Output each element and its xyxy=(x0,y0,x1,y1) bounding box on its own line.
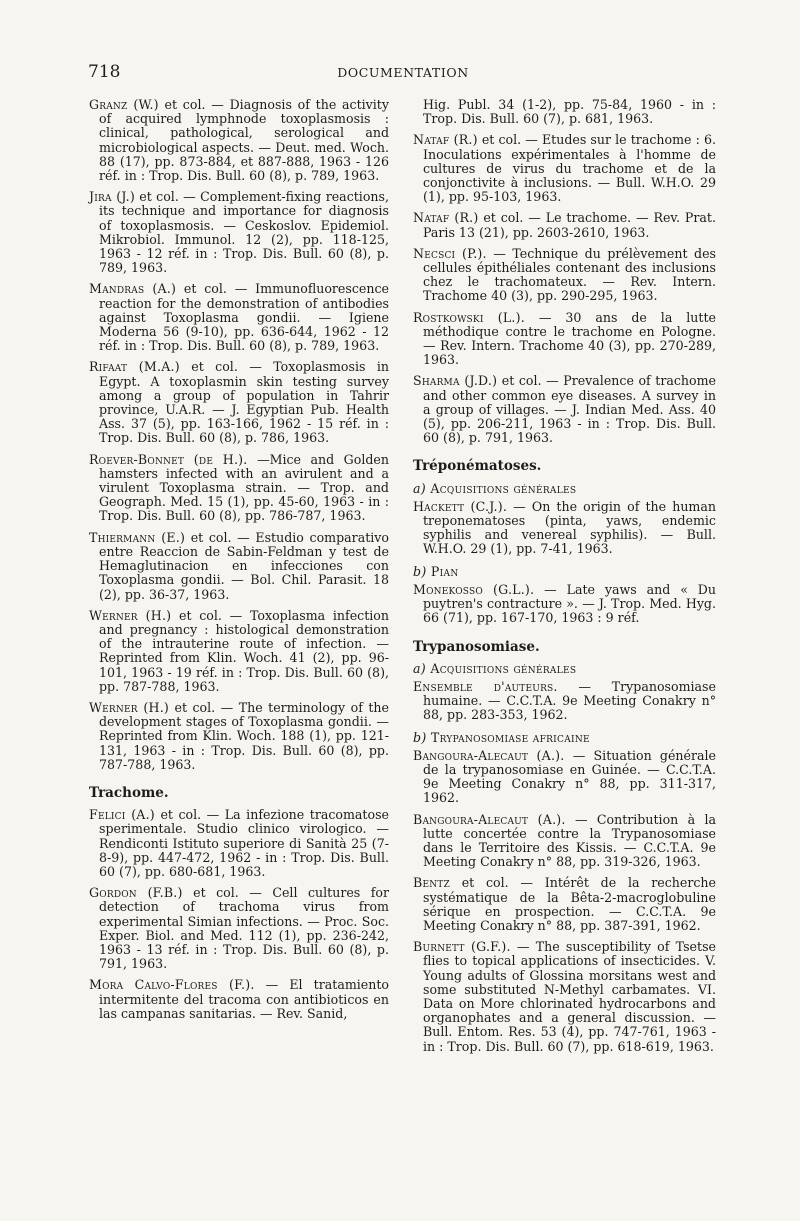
reference-text: et col. — Estudio comparativo entre Reaccion de Sabin-Feldman y test de Hemaglutinacion en infecciones con Toxoplasma gondii. — Bol. Chil. Parasit. 18 (2), pp. 36-37, 1963. xyxy=(99,529,389,602)
reference-continuation: Hig. Publ. 34 (1-2), pp. 75-84, 1960 - in : Trop. Dis. Bull. 60 (7), p. 681, 1963. xyxy=(423,97,716,127)
reference-text: — Contribution à la lutte concertée contre la Trypanosomiase dans le Territoire des Kissis. — C.C.T.A. 9e Meeting Conakry n° 88, pp. 319-326, 1963. xyxy=(423,811,716,870)
reference-entry xyxy=(413,680,716,723)
page-header xyxy=(88,62,718,86)
reference-text: et col. — Toxoplasma infection and pregnancy : histological demonstration of the intrauterine route of infection. — Reprinted from Klin. Woch. 41 (2), pp. 96-101, 1963 - 19 réf. in : Trop. Dis. Bull. 60 (8), pp. 787-788, 1963. xyxy=(99,607,389,694)
reference-entry xyxy=(89,360,389,445)
reference-entry xyxy=(413,500,716,557)
reference-entry xyxy=(413,247,716,304)
reference-author: Nataf (R.) xyxy=(413,210,479,226)
reference-text: — Late yaws and « Du puytren's contracture ». — J. Trop. Med. Hyg. 66 (71), pp. 167-170, 1963 : 9 réf. xyxy=(423,581,716,626)
reference-entry xyxy=(413,749,716,806)
reference-author: Sharma (J.D.) xyxy=(413,373,498,389)
subsection-label: Pian xyxy=(430,563,459,579)
subsection-letter: a) xyxy=(413,480,427,496)
reference-author: Burnett (G.F.). xyxy=(413,939,511,955)
reference-author: Thiermann (E.) xyxy=(89,529,186,545)
reference-text: et col. — La infezione tracomatose sperimentale. Studio clinico virologico. — Rendiconti Istituto superiore di Sanità 25 (7-8-9), pp. 447-472, 1962 - in : Trop. Dis. Bull. 60 (7), pp. 680-681, 1963. xyxy=(99,807,389,879)
reference-entry xyxy=(89,701,389,772)
reference-entry xyxy=(413,940,716,1054)
subsection-heading xyxy=(413,731,716,745)
section-title-trypanosomiase: Trypanosomiase. xyxy=(413,638,540,655)
reference-author: Mora Calvo-Flores (F.). xyxy=(89,977,255,993)
reference-author: Monekosso (G.L.). xyxy=(413,581,535,597)
reference-entry xyxy=(89,886,389,971)
reference-author: Werner (H.) xyxy=(89,699,170,715)
reference-entry xyxy=(413,133,716,204)
reference-text: et col. — Toxoplasmosis in Egypt. A toxoplasmin skin testing survey among a group of population in Tahrir province, U.A.R. — J. Egyptian Pub. Health Ass. 37 (5), pp. 163-166, 1962 - 15 réf. in : Trop. Dis. Bull. 60 (8), p. 786, 1963. xyxy=(99,359,389,446)
reference-author: Bangoura-Alecaut (A.). xyxy=(413,811,566,827)
subsection-heading xyxy=(413,662,716,676)
reference-entry xyxy=(89,531,389,602)
section-title-trachome: Trachome. xyxy=(89,784,169,801)
reference-author: Gordon (F.B.) xyxy=(89,885,183,901)
reference-author: Hackett (C.J.). xyxy=(413,498,508,514)
subsection-heading xyxy=(413,482,716,496)
reference-author: Rifaat (M.A.) xyxy=(89,359,180,375)
running-head: DOCUMENTATION xyxy=(337,65,469,80)
reference-text: — On the origin of the human treponematoses (pinta, yaws, endemic syphilis and venereal syphilis). — Bull. W.H.O. 29 (1), pp. 7-41, 1963. xyxy=(423,498,716,557)
reference-text: et col. — Etudes sur le trachome : 6. Inoculations expérimentales à l'homme de cultures de virus du trachome et de la conjonctivite à inclusions. — Bull. W.H.O. 29 (1), pp. 95-103, 1963. xyxy=(423,132,716,205)
section-title-treponematoses: Tréponématoses. xyxy=(413,458,542,475)
reference-entry xyxy=(413,311,716,368)
reference-text: — El tratamiento intermitente del tracoma con antibioticos en las campanas sanitarias. — Rev. Sanid, xyxy=(99,977,390,1021)
reference-text: et col. — Cell cultures for detection of trachoma virus from experimental Simian infections. — Proc. Soc. Exper. Biol. and Med. 112 (1), pp. 236-242, 1963 - 13 réf. in : Trop. Dis. Bull. 60 (8), p. 791, 1963. xyxy=(99,885,389,972)
reference-author: Roever-Bonnet (de H.). xyxy=(89,451,248,467)
reference-entry xyxy=(413,583,716,626)
reference-author: Mandras (A.) xyxy=(89,281,177,297)
reference-author: Jira (J.) xyxy=(89,189,135,205)
reference-text: — Trypanosomiase humaine. — C.C.T.A. 9e Meeting Conakry n° 88, pp. 283-353, 1962. xyxy=(423,678,716,723)
reference-author: Felici (A.) xyxy=(89,807,155,823)
reference-text: — Technique du prélèvement des cellules épithéliales contenant des inclusions chez le trachomateux. — Rev. Intern. Trachome 40 (3), pp. 290-295, 1963. xyxy=(423,245,716,304)
reference-author: Rostkowski (L.). xyxy=(413,309,525,325)
subsection-letter: b) xyxy=(413,563,427,579)
left-column xyxy=(89,98,389,1028)
reference-entry xyxy=(89,978,389,1021)
subsection-letter: b) xyxy=(413,729,427,745)
reference-entry xyxy=(413,813,716,870)
reference-author: Necsci (P.). xyxy=(413,245,487,261)
reference-text: — 30 ans de la lutte méthodique contre le trachome en Pologne. — Rev. Intern. Trachome 40 (3), pp. 270-289, 1963. xyxy=(423,309,716,368)
reference-entry xyxy=(89,808,389,879)
page-number: 718 xyxy=(88,62,121,82)
reference-author: Werner (H.) xyxy=(89,607,172,623)
subsection-heading xyxy=(413,565,716,579)
subsection-label: Acquisitions générales xyxy=(430,660,577,676)
reference-author: Granz (W.) xyxy=(89,97,159,112)
reference-text: et col. — Complement-fixing reactions, its technique and importance for diagnosis of toxoplasmosis. — Ceskoslov. Epidemiol. Mikrobiol. Immunol. 12 (2), pp. 118-125, 1963 - 12 réf. in : Trop. Dis. Bull. 60 (8), p. 789, 1963. xyxy=(99,189,389,276)
reference-author: Bangoura-Alecaut (A.). xyxy=(413,747,565,763)
reference-entry xyxy=(413,374,716,445)
reference-author: Bentz xyxy=(413,875,450,891)
subsection-label: Acquisitions générales xyxy=(430,480,577,496)
reference-text: — The susceptibility of Tsetse flies to topical applications of insecticides. V. Young adults of Glossina morsitans west and some substituted N-Methyl carbamates. VI. Data on More chlorinated hydrocarbons and organophates and a general discussion. — Bull. Entom. Res. 53 (4), pp. 747-761, 1963 - in : Trop. Dis. Bull. 60 (7), pp. 618-619, 1963. xyxy=(423,939,716,1054)
reference-author: Ensemble d'auteurs. xyxy=(413,678,558,694)
subsection-letter: a) xyxy=(413,660,427,676)
reference-text: et col. — Immunofluorescence reaction for the demonstration of antibodies against Toxoplasma gondii. — Igiene Moderna 56 (9-10), pp. 636-644, 1962 - 12 réf. in : Trop. Dis. Bull. 60 (8), p. 789, 1963. xyxy=(99,281,389,354)
subsection-label: Trypanosomiase africaine xyxy=(430,729,590,745)
reference-entry xyxy=(89,609,389,694)
reference-text: et col. — The terminology of the development stages of Toxoplasma gondii. — Reprinted from Klin. Woch. 188 (1), pp. 121-131, 1963 - in : Trop. Dis. Bull. 60 (8), pp. 787-788, 1963. xyxy=(99,699,389,772)
reference-text: et col. — Le trachome. — Rev. Prat. Paris 13 (21), pp. 2603-2610, 1963. xyxy=(423,210,716,240)
reference-entry xyxy=(89,98,389,183)
reference-text: —Mice and Golden hamsters infected with an avirulent and a virulent Toxoplasma strain. — Trop. and Geograph. Med. 15 (1), pp. 45-60, 1963 - in : Trop. Dis. Bull. 60 (8), pp. 786-787, 1963. xyxy=(99,451,389,524)
reference-text: et col. — Intérêt de la recherche systématique de la Bêta-2-macroglobuline sérique en prospection. — C.C.T.A. 9e Meeting Conakry n° 88, pp. 387-391, 1962. xyxy=(423,875,716,933)
reference-text: et col. — Prevalence of trachome and other common eye diseases. A survey in a group of villages. — J. Indian Med. Ass. 40 (5), pp. 206-211, 1963 - in : Trop. Dis. Bull. 60 (8), p. 791, 1963. xyxy=(423,373,716,446)
reference-entry xyxy=(89,453,389,524)
reference-entry xyxy=(413,211,716,239)
reference-text: et col. — Diagnosis of the activity of acquired lymphnode toxoplasmosis : clinical, pathological, serological and microbiological aspects. — Deut. med. Woch. 88 (17), pp. 873-884, et 887-888, 1963 - 126 réf. in : Trop. Dis. Bull. 60 (8), p. 789, 1963. xyxy=(99,97,389,184)
reference-author: Nataf (R.) xyxy=(413,132,478,148)
right-column xyxy=(413,98,716,1061)
reference-entry xyxy=(413,876,716,933)
reference-text: — Situation générale de la trypanosomiase en Guinée. — C.C.T.A. 9e Meeting Conakry n° 88, pp. 311-317, 1962. xyxy=(423,747,716,806)
reference-entry xyxy=(89,190,389,275)
reference-entry xyxy=(89,282,389,353)
